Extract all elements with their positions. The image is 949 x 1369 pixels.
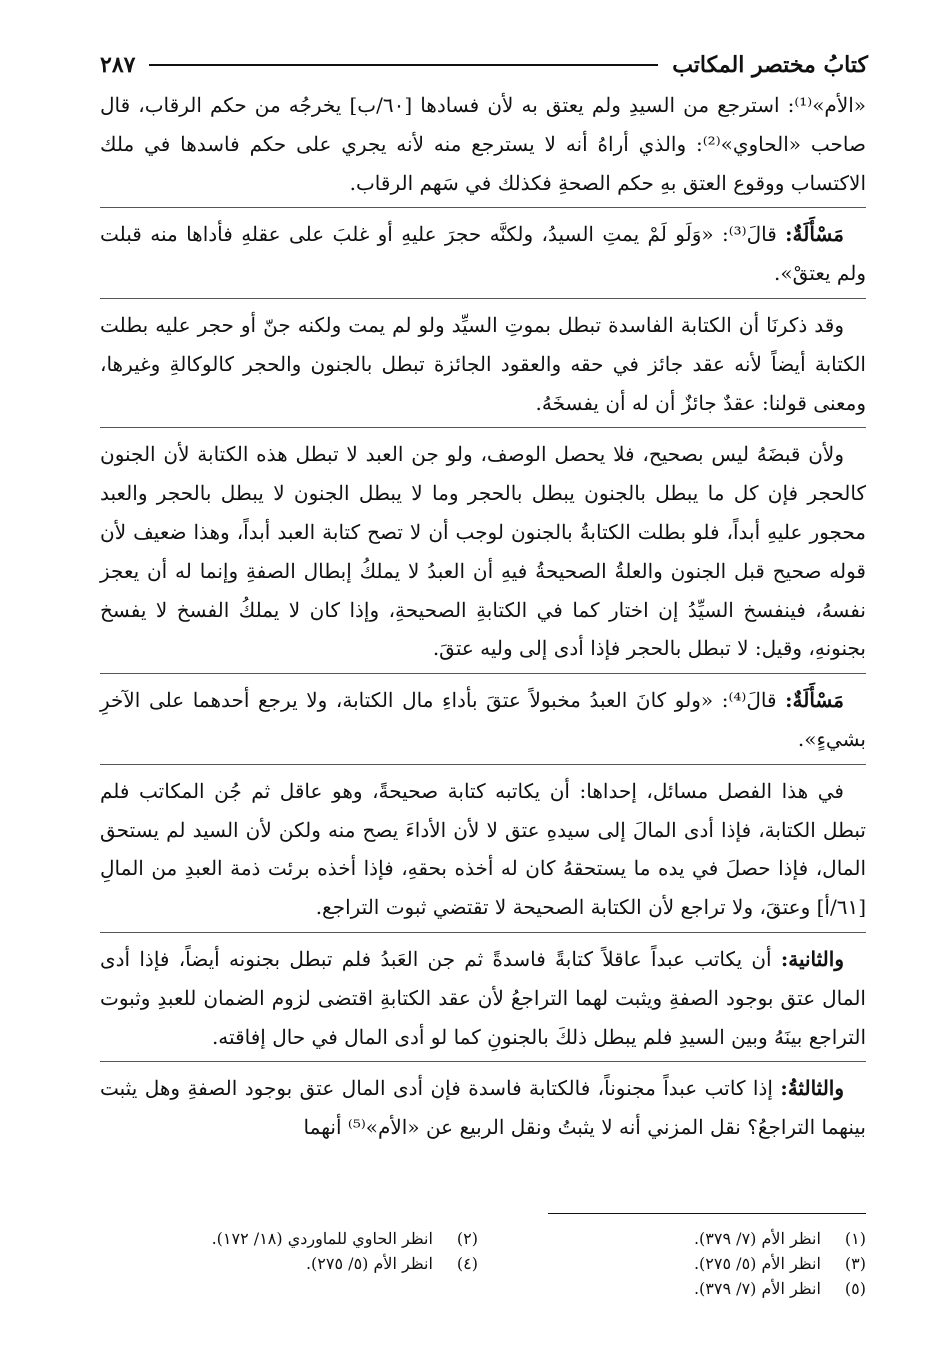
case-label: والثالثةُ: xyxy=(780,1076,844,1101)
footnote-text: انظر الأم (٥/ ٢٧٥). xyxy=(305,1254,433,1273)
paragraph-text: قالَ⁽⁴⁾: «ولو كانَ العبدُ مخبولاً عتقَ بأداءِ مال الكتابة، ولا يرجع أحدهما على الآخرِ بشيءٍ». xyxy=(100,688,866,751)
footnote xyxy=(100,1251,478,1276)
case-label: والثانية: xyxy=(780,946,844,971)
paragraph-separator xyxy=(100,932,866,933)
footnote-text: انظر الحاوي للماوردي (١٨/ ١٧٢). xyxy=(211,1229,433,1248)
footnote-number: (٤) xyxy=(456,1254,478,1273)
footnote-number: (٥) xyxy=(844,1279,866,1298)
paragraph-text: في هذا الفصل مسائل، إحداها: أن يكاتبه كتابة صحيحةً، وهو عاقل ثم جُن المكاتب فلم تبطل الكتابة، فإذا أدى المالَ إلى سيدهِ عتق لا لأن الأداءَ يصح منه ولكن لأن السيد لم يستحق المال، فإذا حصلَ في يده ما يستحقهُ كان له أخذه بحقهِ، فإذا أخذه برئت ذمة العبدِ من المالِ [٦١/أ] وعتقَ، ولا تراجع لأن الكتابة الصحيحة لا تقتضي ثبوت التراجع. xyxy=(100,778,866,920)
footnote-text: انظر الأم (٥/ ٢٧٥). xyxy=(693,1254,821,1273)
paragraph-text: وقد ذكرنَا أن الكتابة الفاسدة تبطل بموتِ السيِّد ولو لم يمت ولكنه جنّ أو حجر عليه بطلت الكتابة أيضاً لأنه عقد جائز في حقه والعقود الجائزة تبطل بالجنون والحجر كالوكالةِ وغيرها، ومعنى قولنا: عقدٌ جائزٌ أن له أن يفسخَهُ. xyxy=(100,312,866,415)
paragraph xyxy=(100,772,866,927)
paragraph-text: قالَ⁽³⁾: «وَلَو لَمْ يمتِ السيدُ، ولكنَّه حجرَ عليهِ أو غلبَ على عقلهِ فأداها منه قبلت ولم يعتقْ». xyxy=(100,222,866,286)
paragraph-text: إذا كاتب عبداً مجنوناً، فالكتابة فاسدة فإن أدى المال عتق بوجود الصفةِ وهل يثبت بينهما التراجعُ؟ نقل المزني أنه لا يثبتُ ونقل الربيع عن «الأم»⁽⁵⁾ أنهما xyxy=(100,1076,866,1140)
paragraph xyxy=(100,940,866,1056)
paragraph xyxy=(100,681,866,759)
header-rule xyxy=(149,64,658,66)
issue-label: مَسْأَلَةٌ: xyxy=(785,222,844,247)
paragraph xyxy=(100,1069,866,1147)
paragraph-text: أن يكاتب عبداً عاقلاً كتابةً فاسدةً ثم جن العَبدُ فلم تبطل بجنونه أيضاً، فإذا أدى المال عتق بوجود الصفةِ ويثبت لهما التراجعُ لأن عقد الكتابةِ اقتضى لزوم الضمان للعبدِ وثبوت التراجع بينَهُ وبين السيدِ فلم يبطل ذلكَ بالجنونِ كما لو أدى المال في حال إفاقته. xyxy=(100,946,866,1049)
footnote xyxy=(100,1226,478,1251)
paragraph-separator xyxy=(100,764,866,765)
paragraph xyxy=(100,435,866,668)
paragraph-text: «الأم»⁽¹⁾: استرجع من السيدِ ولم يعتق به لأن فسادها [٦٠/ب] يخرجُه من حكم الرقاب، قال صاحب «الحاوي»⁽²⁾: والذي أراهُ أنه لا يسترجع منه لأنه يجري على حكم فاسدها في ملك الاكتساب ووقوع العتق بهِ حكم الصحةِ فكذلك في سَهم الرقاب. xyxy=(100,93,867,195)
footnote-number: (١) xyxy=(844,1229,866,1248)
chapter-title: كتابُ مختصر المكاتب xyxy=(672,52,868,78)
paragraph xyxy=(100,306,866,422)
paragraph-text: ولأن قبضَهُ ليس بصحيح، فلا يحصل الوصف، ولو جن العبد لا تبطل هذه الكتابة لأن الجنون كالحجر فإن كل ما يبطل بالجنون يبطل بالحجر وما لا يبطل الجنون لا يبطل بالحجر والعبد محجور عليهِ أبداً، فلو بطلت الكتابةُ بالجنون لوجب أن لا تصح كتابة العبد أبداً، وهذا ضعيف لأن قوله صحيح قبل الجنون والعلةُ الصحيحةُ فيهِ أن العبدُ لا يملكُ إبطال الصفةِ وإنما له أن يعجز نفسهُ، فينفسخ السيِّدُ إن اختار كما في الكتابةِ الصحيحةِ، وإذا كان لا يملكُ الفسخ لا يفسخ بجنونهِ، وقيل: لا تبطل بالحجر فإذا أدى إلى وليه عتقَ. xyxy=(100,442,866,661)
footnote-number: (٣) xyxy=(844,1254,866,1273)
footnote-number: (٢) xyxy=(456,1229,478,1248)
paragraph-separator xyxy=(100,427,866,428)
footnote xyxy=(488,1276,866,1301)
page-number: ٢٨٧ xyxy=(100,52,136,78)
footnote xyxy=(488,1251,866,1276)
paragraph-separator xyxy=(100,1061,866,1062)
footnote-text: انظر الأم (٧/ ٣٧٩). xyxy=(693,1279,821,1298)
footnote-rule xyxy=(548,1213,866,1214)
footnotes xyxy=(100,1226,866,1301)
footnote-text: انظر الأم (٧/ ٣٧٩). xyxy=(693,1229,821,1248)
footnote xyxy=(488,1226,866,1251)
main-text xyxy=(100,86,866,1147)
paragraph-separator xyxy=(100,298,866,299)
issue-label: مَسْأَلَةٌ: xyxy=(785,688,844,713)
running-header xyxy=(100,40,868,90)
paragraph-separator xyxy=(100,207,866,208)
paragraph-separator xyxy=(100,673,866,674)
paragraph xyxy=(100,86,866,202)
paragraph xyxy=(100,215,866,293)
